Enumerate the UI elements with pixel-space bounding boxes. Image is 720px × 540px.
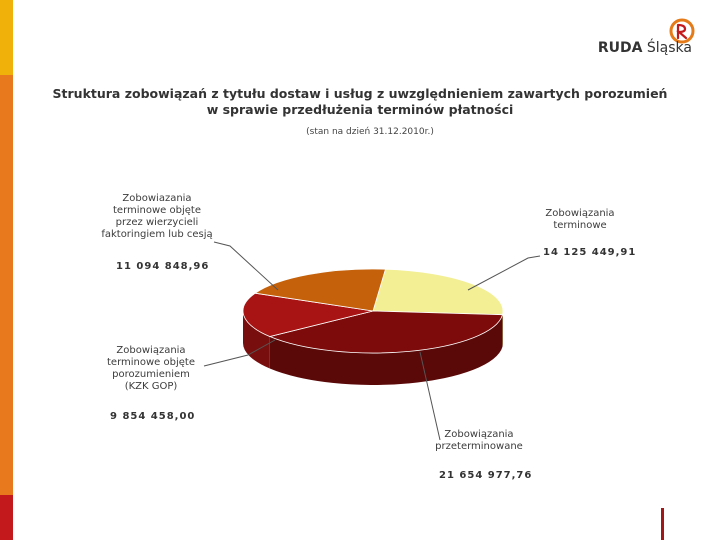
label-przeterminowane-line2: przeterminowane (435, 441, 523, 452)
value-kzk: 9 854 458,00 (110, 411, 196, 422)
label-faktoring-line2: terminowe objęte (113, 205, 201, 216)
chart-title-line2: w sprawie przedłużenia terminów płatności (206, 102, 514, 117)
label-kzk-line1: Zobowiązania (116, 345, 186, 356)
label-kzk-line4: (KZK GOP) (124, 381, 178, 392)
label-faktoring-line4: faktoringiem lub cesją (101, 229, 213, 240)
label-kzk (86, 345, 216, 393)
label-faktoring-line3: przez wierzycieli (115, 217, 199, 228)
label-kzk-line3: porozumieniem (112, 369, 190, 380)
brand-bold: RUDA (597, 40, 643, 56)
value-terminowe: 14 125 449,91 (543, 247, 637, 258)
chart-subtitle: (stan na dzień 31.12.2010r.) (306, 127, 434, 137)
pie-slice-terminowe (373, 269, 503, 315)
label-faktoring-line1: Zobowiazania (122, 193, 192, 204)
pie-side-terminowe (502, 311, 503, 347)
brand-rest: Śląska (646, 40, 692, 56)
label-przeterminowane (424, 429, 534, 453)
label-kzk-line2: terminowe objęte (107, 357, 195, 368)
value-faktoring: 11 094 848,96 (116, 261, 210, 272)
label-faktoring (92, 193, 222, 241)
label-terminowe-line1: Zobowiązania (545, 208, 615, 219)
label-terminowe-line2: terminowe (553, 220, 607, 231)
chart-title-line1: Struktura zobowiązań z tytułu dostaw i usług z uwzględnieniem zawartych porozumień (52, 86, 668, 101)
label-terminowe (530, 208, 630, 232)
value-przeterminowane: 21 654 977,76 (439, 470, 533, 481)
bottom-accent-line (661, 508, 664, 540)
label-przeterminowane-line1: Zobowiązania (444, 429, 514, 440)
leader-line-faktoring (214, 242, 278, 290)
leader-line-terminowe (468, 256, 540, 290)
